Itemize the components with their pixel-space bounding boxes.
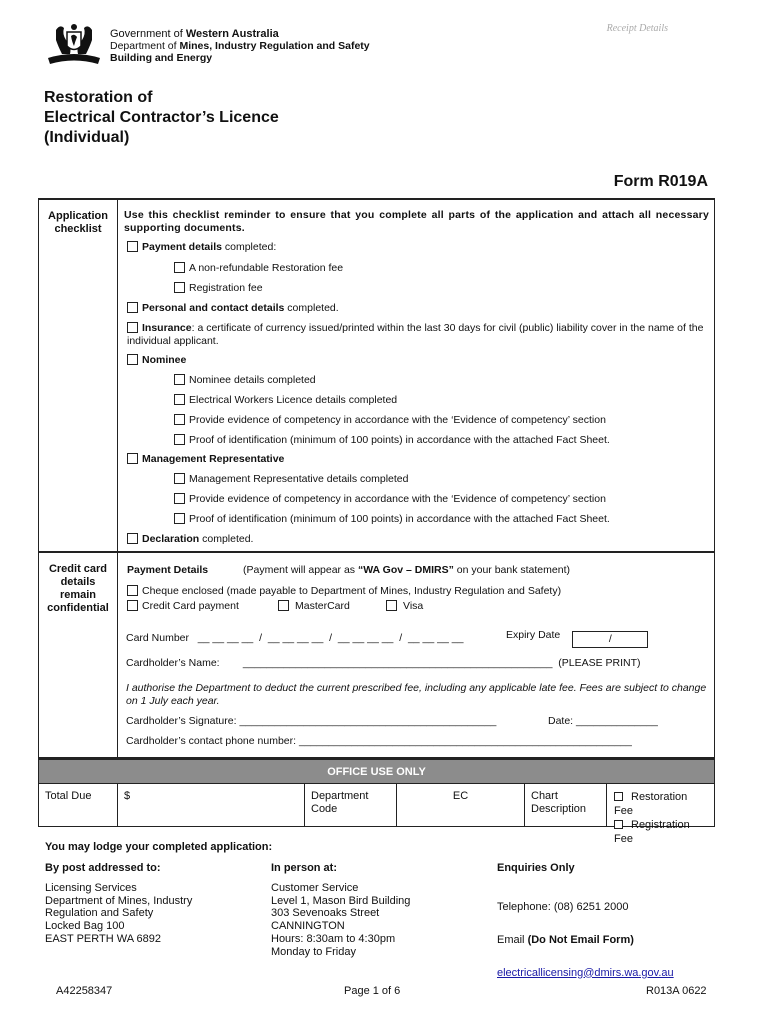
option-mastercard[interactable]: MasterCard bbox=[278, 600, 350, 612]
checkbox[interactable] bbox=[174, 414, 185, 425]
email-link[interactable]: electricallicensing@dmirs.wa.gov.au bbox=[497, 966, 674, 979]
enquiries-contact: Telephone: (08) 6251 2000 Email (Do Not Email Form) electricallicensing@dmirs.wa.gov.au bbox=[497, 882, 717, 998]
form-title: Restoration of Electrical Contractor’s Licence (Individual) bbox=[44, 89, 279, 146]
credit-card-section bbox=[38, 552, 715, 758]
check-personal-details[interactable]: Personal and contact details completed. bbox=[127, 302, 339, 314]
form-reference: R013A 0622 bbox=[646, 985, 707, 997]
checkbox[interactable] bbox=[614, 792, 623, 801]
cardholder-phone-field[interactable]: Cardholder’s contact phone number: _________________________________________________________ bbox=[126, 735, 632, 747]
page-number: Page 1 of 6 bbox=[344, 985, 401, 997]
check-nominee-competency[interactable]: Provide evidence of competency in accordance with the ‘Evidence of competency’ section bbox=[174, 414, 606, 426]
check-payment-details[interactable]: Payment details completed: bbox=[127, 241, 276, 253]
checkbox[interactable] bbox=[127, 533, 138, 544]
credit-card-label: Credit card details remain confidential bbox=[39, 553, 118, 757]
authorisation-text: I authorise the Department to deduct the current prescribed fee, including any applicable late fee. Fees are subject to change on 1 July each year. bbox=[126, 682, 707, 707]
check-mgmt-competency[interactable]: Provide evidence of competency in accordance with the ‘Evidence of competency’ section bbox=[174, 493, 606, 505]
government-name: Government of Western Australia Department of Mines, Industry Regulation and Safety Building and Energy bbox=[110, 28, 370, 64]
option-restoration-fee[interactable]: Restoration Fee bbox=[614, 791, 688, 817]
check-restoration-fee[interactable]: A non-refundable Restoration fee bbox=[174, 262, 343, 274]
wa-crest-logo bbox=[42, 20, 106, 66]
enquiries-heading: Enquiries Only bbox=[497, 862, 575, 874]
option-cheque[interactable]: Cheque enclosed (made payable to Department of Mines, Industry Regulation and Safety) bbox=[127, 585, 561, 597]
check-nominee-id[interactable]: Proof of identification (minimum of 100 points) in accordance with the attached Fact Sheet. bbox=[174, 434, 610, 446]
check-registration-fee[interactable]: Registration fee bbox=[174, 282, 263, 294]
check-declaration[interactable]: Declaration completed. bbox=[127, 533, 253, 545]
in-person-heading: In person at: bbox=[271, 862, 338, 874]
checkbox[interactable] bbox=[614, 820, 623, 829]
checkbox[interactable] bbox=[127, 354, 138, 365]
checkbox[interactable] bbox=[174, 493, 185, 504]
checkbox[interactable] bbox=[174, 262, 185, 273]
checkbox[interactable] bbox=[127, 241, 138, 252]
post-heading: By post addressed to: bbox=[45, 862, 161, 874]
checkbox[interactable] bbox=[127, 302, 138, 313]
cardholder-name-field[interactable]: Cardholder’s Name: _____________________________________________________ (PLEASE PRINT) bbox=[126, 657, 641, 669]
in-person-address: Customer Service Level 1, Mason Bird Building 303 Sevenoaks Street CANNINGTON Hours: 8:30am to 4:30pm Monday to Friday bbox=[271, 882, 411, 958]
form-number: Form R019A bbox=[613, 173, 708, 190]
checkbox[interactable] bbox=[127, 453, 138, 464]
check-insurance[interactable]: Insurance: a certificate of currency issued/printed within the last 30 days for civil (public) liability cover in the name of the individual applicant. bbox=[127, 322, 704, 347]
payment-details-heading: Payment Details bbox=[127, 564, 209, 576]
checklist-label: Application checklist bbox=[39, 200, 118, 551]
check-nominee[interactable]: Nominee bbox=[127, 354, 186, 366]
receipt-details-label: Receipt Details bbox=[606, 23, 668, 34]
department-code-label: Department Code bbox=[305, 784, 397, 826]
checklist-intro: Use this checklist reminder to ensure that you complete all parts of the application and attach all necessary supporting documents. bbox=[124, 209, 709, 234]
check-mgmt-id[interactable]: Proof of identification (minimum of 100 points) in accordance with the attached Fact Sheet. bbox=[174, 513, 610, 525]
checkbox[interactable] bbox=[278, 600, 289, 611]
check-management-rep[interactable]: Management Representative bbox=[127, 453, 284, 465]
expiry-input[interactable]: / bbox=[572, 631, 648, 648]
checkbox[interactable] bbox=[127, 322, 138, 333]
expiry-date-field[interactable]: Expiry Date / bbox=[506, 629, 648, 648]
fee-options bbox=[607, 784, 715, 845]
option-registration-fee[interactable]: Registration Fee bbox=[614, 819, 690, 845]
signature-date-field[interactable]: Date: ______________ bbox=[548, 715, 658, 727]
chart-description-label: Chart Description bbox=[525, 784, 607, 826]
total-due-label: Total Due bbox=[39, 784, 118, 826]
checkbox[interactable] bbox=[174, 434, 185, 445]
option-visa[interactable]: Visa bbox=[386, 600, 423, 612]
office-use-row bbox=[38, 783, 715, 845]
cardholder-signature-field[interactable]: Cardholder’s Signature: ____________________________________________ bbox=[126, 715, 497, 727]
checkbox[interactable] bbox=[174, 513, 185, 524]
checkbox[interactable] bbox=[386, 600, 397, 611]
ec-field[interactable]: EC bbox=[397, 784, 525, 826]
postal-address: Licensing Services Department of Mines, Industry Regulation and Safety Locked Bag 100 EAST PERTH WA 6892 bbox=[45, 882, 193, 945]
checkbox[interactable] bbox=[127, 585, 138, 596]
checkbox[interactable] bbox=[174, 473, 185, 484]
checkbox[interactable] bbox=[174, 374, 185, 385]
lodge-heading: You may lodge your completed application: bbox=[45, 841, 273, 853]
total-due-amount[interactable]: $ bbox=[118, 784, 305, 826]
check-nominee-details[interactable]: Nominee details completed bbox=[174, 374, 316, 386]
checkbox[interactable] bbox=[174, 282, 185, 293]
check-nominee-ewl[interactable]: Electrical Workers Licence details completed bbox=[174, 394, 397, 406]
document-id: A42258347 bbox=[56, 985, 113, 997]
checkbox[interactable] bbox=[127, 600, 138, 611]
card-number-field[interactable]: Card Number __ __ __ __ / __ __ __ __ / __ __ __ __ / __ __ __ __ bbox=[126, 632, 464, 644]
office-use-heading: OFFICE USE ONLY bbox=[38, 758, 715, 783]
checkbox[interactable] bbox=[174, 394, 185, 405]
option-credit-card[interactable]: Credit Card payment bbox=[127, 600, 239, 612]
bank-statement-note: (Payment will appear as “WA Gov – DMIRS” on your bank statement) bbox=[243, 564, 570, 576]
check-mgmt-details[interactable]: Management Representative details completed bbox=[174, 473, 408, 485]
